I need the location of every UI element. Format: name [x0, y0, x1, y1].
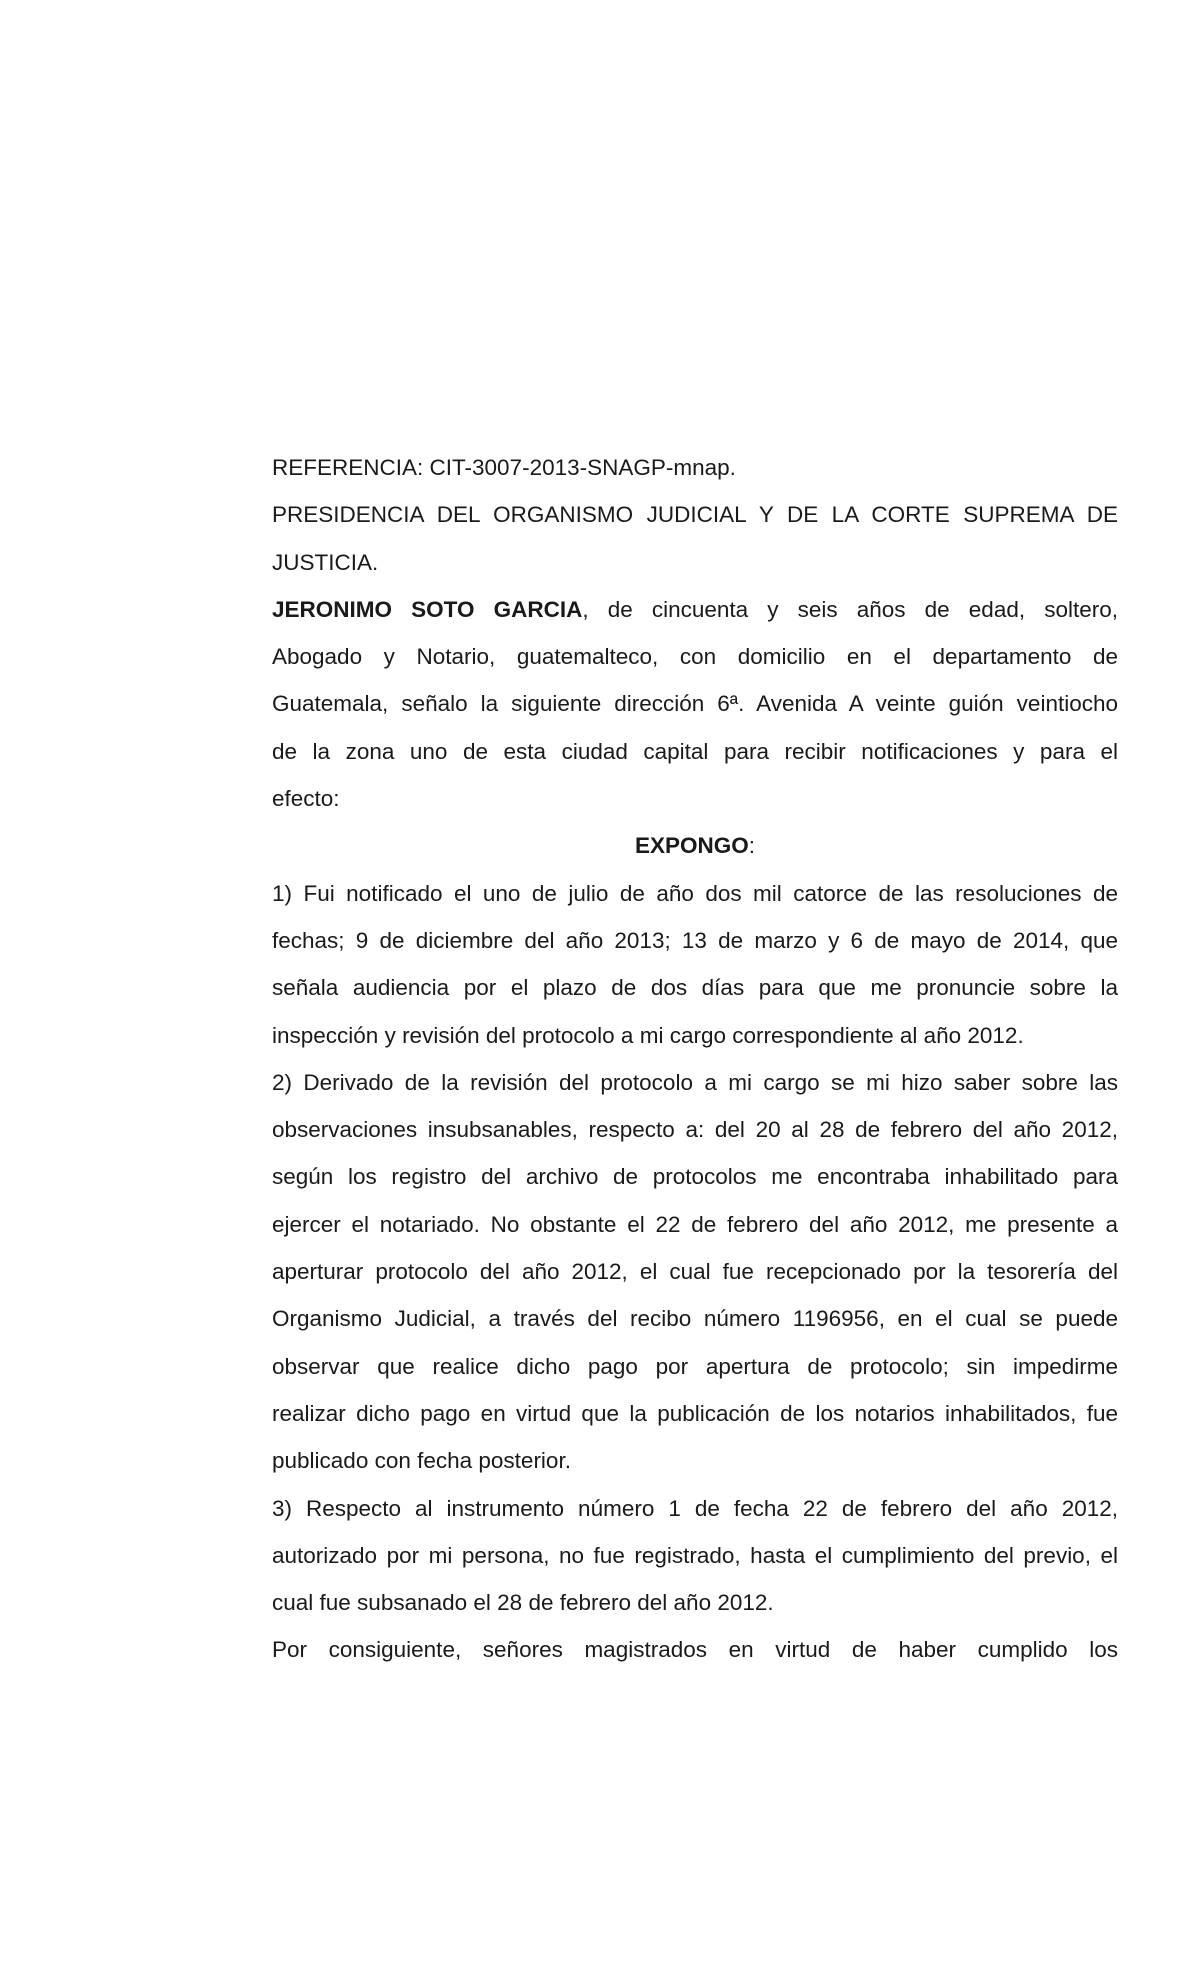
point2-line-1: 2) Derivado de la revisión del protocolo a mi cargo se mi hizo saber sobre las	[272, 1069, 1118, 1095]
point1-line-4: inspección y revisión del protocolo a mi cargo correspondiente al año 2012.	[272, 1022, 1024, 1048]
intro-line-1	[272, 586, 1118, 633]
closing-line: Por consiguiente, señores magistrados en virtud de haber cumplido los	[272, 1637, 1118, 1663]
section-heading-suffix: :	[748, 833, 756, 859]
section-heading	[272, 822, 1118, 869]
point2-line-2: observaciones insubsanables, respecto a: del 20 al 28 de febrero del año 2012,	[272, 1117, 1118, 1143]
point3-line-3: cual fue subsanado el 28 de febrero del año 2012.	[272, 1590, 774, 1616]
point2-line-3: según los registro del archivo de protocolos me encontraba inhabilitado para	[272, 1164, 1118, 1190]
point3-line-2: autorizado por mi persona, no fue registrado, hasta el cumplimiento del previo, el	[272, 1542, 1118, 1568]
petitioner-name: JERONIMO SOTO GARCIA	[272, 596, 583, 622]
point1-line-3: señala audiencia por el plazo de dos días para que me pronuncie sobre la	[272, 975, 1118, 1001]
addressee-line-1: PRESIDENCIA DEL ORGANISMO JUDICIAL Y DE LA CORTE SUPREMA DE	[272, 502, 1118, 528]
intro-line-5: efecto:	[272, 786, 340, 812]
intro-line-3: Guatemala, señalo la siguiente dirección 6ª. Avenida A veinte guión veintiocho	[272, 691, 1118, 717]
point1-line-2: fechas; 9 de diciembre del año 2013; 13 de marzo y 6 de mayo de 2014, que	[272, 927, 1118, 953]
point2-line-4: ejercer el notariado. No obstante el 22 de febrero del año 2012, me presente a	[272, 1211, 1118, 1237]
reference-line: REFERENCIA: CIT-3007-2013-SNAGP-mnap.	[272, 455, 736, 480]
point2-line-7: observar que realice dicho pago por apertura de protocolo; sin impedirme	[272, 1353, 1118, 1379]
intro-line-1-rest: , de cincuenta y seis años de edad, soltero,	[582, 596, 1118, 622]
point2-line-6: Organismo Judicial, a través del recibo número 1196956, en el cual se puede	[272, 1306, 1118, 1332]
intro-line-4: de la zona uno de esta ciudad capital para recibir notificaciones y para el	[272, 738, 1118, 764]
point2-line-5: aperturar protocolo del año 2012, el cual fue recepcionado por la tesorería del	[272, 1259, 1118, 1285]
intro-line-2: Abogado y Notario, guatemalteco, con domicilio en el departamento de	[272, 644, 1118, 670]
point1-line-1: 1) Fui notificado el uno de julio de año dos mil catorce de las resoluciones de	[272, 880, 1118, 906]
point2-line-8: realizar dicho pago en virtud que la publicación de los notarios inhabilitados, fue	[272, 1400, 1118, 1426]
point3-line-1: 3) Respecto al instrumento número 1 de fecha 22 de febrero del año 2012,	[272, 1495, 1118, 1521]
section-heading-bold: EXPONGO	[634, 833, 749, 859]
addressee-line-2: JUSTICIA.	[272, 549, 379, 575]
document-body	[272, 444, 1118, 1674]
point2-line-9: publicado con fecha posterior.	[272, 1448, 571, 1474]
